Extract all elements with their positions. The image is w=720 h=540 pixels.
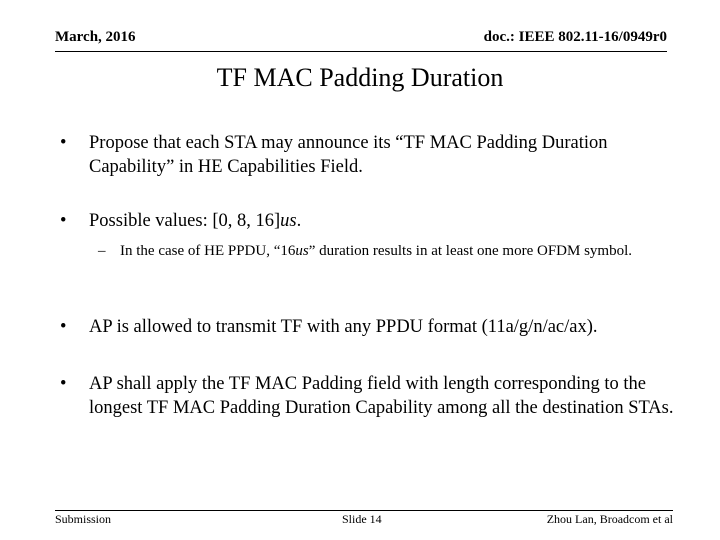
- sub-bullet-marker: –: [98, 243, 106, 259]
- bullet-text: AP shall apply the TF MAC Padding field with length corresponding to the longest TF MAC Padding Duration Capability among all the destination STAs.: [89, 374, 674, 418]
- slide-footer: [55, 510, 673, 527]
- bullet-marker: •: [60, 317, 67, 337]
- slide-title: TF MAC Padding Duration: [216, 63, 504, 92]
- sub-bullet-text-a: In the case of HE PPDU, “16: [120, 243, 296, 259]
- bullet-item-2: [60, 209, 680, 233]
- bullet-text: Propose that each STA may announce its “TF MAC Padding Duration Capability” in HE Capabilities Field.: [89, 133, 608, 177]
- footer-submission: Submission: [55, 512, 112, 526]
- bullet-marker: •: [60, 211, 67, 231]
- bullet-text: AP is allowed to transmit TF with any PPDU format (11a/g/n/ac/ax).: [89, 317, 598, 337]
- unit-label: us: [280, 211, 297, 231]
- sub-bullet-item: [98, 241, 658, 262]
- slide-header: [55, 29, 667, 52]
- bullet-marker: •: [60, 374, 67, 394]
- footer-slide-number: Slide 14: [342, 512, 382, 526]
- unit-label: us: [295, 243, 309, 259]
- bullet-item-3: [60, 315, 680, 339]
- sub-bullet-text-b: ” duration results in at least one more OFDM symbol.: [308, 243, 633, 259]
- bullet-item-1: [60, 131, 680, 179]
- bullet-text: [89, 209, 680, 233]
- bullet-item-4: [60, 372, 680, 420]
- bullet-marker: •: [60, 133, 67, 153]
- footer-authors: Zhou Lan, Broadcom et al: [546, 512, 673, 526]
- bullet-text-end: .: [296, 211, 302, 231]
- bullet-text-main: Possible values: [0, 8, 16]: [89, 211, 281, 231]
- header-doc-id: doc.: IEEE 802.11-16/0949r0: [483, 29, 667, 45]
- header-date: March, 2016: [55, 29, 136, 45]
- sub-bullet-text: [120, 241, 658, 262]
